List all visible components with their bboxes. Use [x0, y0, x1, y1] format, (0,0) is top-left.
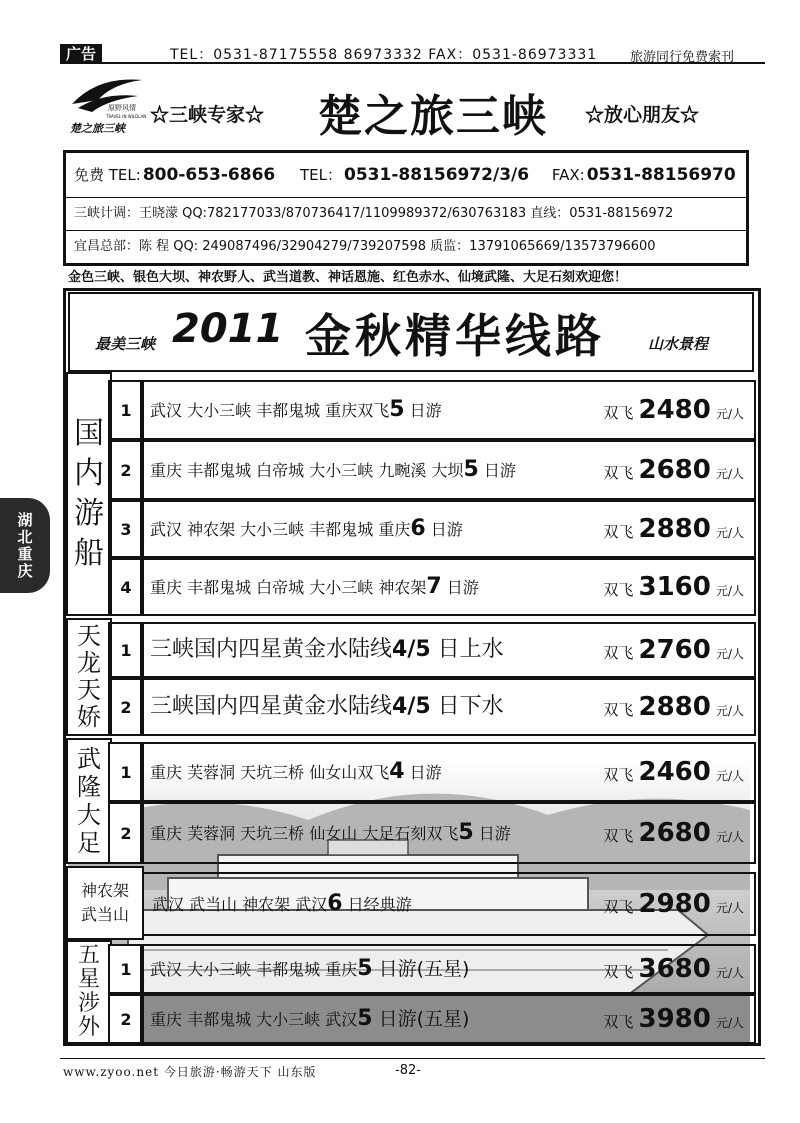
flight-type: 双飞 [603, 827, 634, 845]
flight-type: 双飞 [603, 523, 634, 541]
route-number: 1 [108, 380, 144, 440]
route-days: 5 [357, 1006, 373, 1031]
category-label: 武隆大足 [77, 745, 101, 857]
top-divider [60, 62, 765, 64]
route-suffix: 日上水 [430, 637, 504, 662]
route-suffix: 日游 [404, 763, 442, 782]
route-row [140, 380, 756, 440]
category-wulong-dazu [66, 738, 112, 864]
route-suffix: 日游 [473, 824, 511, 843]
flight-type: 双飞 [603, 581, 634, 599]
route-number: 1 [108, 944, 144, 994]
route-number: 2 [108, 802, 144, 864]
category-label: 天龙天娇 [77, 622, 101, 731]
route-suffix: 日经典游 [342, 895, 412, 914]
contact-row-yichang [66, 231, 746, 263]
ad-tag: 广告 [60, 44, 102, 64]
top-right-text: 旅游同行免费索刊 [630, 50, 735, 65]
flight-type: 双飞 [603, 404, 634, 422]
fax-number: 0531-88156970 [586, 165, 736, 185]
route-text: 重庆 芙蓉洞 天坑三桥 仙女山 大足石刻双飞 [150, 824, 459, 843]
price-unit: 元/人 [715, 467, 744, 481]
tel-number: 0531-88156972/3/6 [344, 165, 530, 185]
route-text: 武汉 大小三峡 丰都鬼城 重庆 [150, 960, 358, 979]
price-unit: 元/人 [715, 407, 744, 421]
fax-label: FAX: [551, 166, 585, 184]
flight-type: 双飞 [603, 464, 634, 482]
yichang-line: 宜昌总部：陈 程 QQ: 249087496/32904279/739207598 质监：13791065669/13573796600 [74, 239, 656, 254]
route-row [140, 500, 756, 558]
price-unit: 元/人 [715, 830, 744, 844]
route-text: 重庆 丰都鬼城 白帝城 大小三峡 神农架 [150, 578, 427, 597]
banner-prefix: 最美三峡 [95, 335, 156, 353]
route-price: 2880 [638, 514, 711, 544]
route-row [142, 872, 756, 936]
route-suffix: 日游 [478, 461, 516, 480]
route-days: 5 [463, 457, 479, 482]
route-price: 2460 [638, 757, 711, 787]
route-price: 2760 [638, 635, 711, 665]
flight-type: 双飞 [603, 701, 634, 719]
free-tel-label: 免费 TEL: [74, 166, 141, 184]
free-tel: 800-653-6866 [142, 165, 276, 185]
route-suffix: 日游 [441, 578, 479, 597]
price-unit: 元/人 [715, 769, 744, 783]
route-price: 2980 [638, 889, 711, 919]
logo-subtext: TRAVEL IN WILDLAND [106, 114, 146, 119]
route-row [140, 678, 756, 736]
route-row [140, 802, 756, 864]
price-unit: 元/人 [715, 901, 744, 915]
brand-logo [68, 74, 146, 136]
route-days: 5 [389, 397, 405, 422]
flight-type: 双飞 [603, 898, 634, 916]
category-label: 神农架武当山 [80, 881, 129, 924]
route-number: 4 [108, 558, 144, 616]
route-number: 1 [108, 622, 144, 678]
category-shennongjia-wudang [66, 866, 144, 940]
route-row [140, 742, 756, 802]
route-suffix: 日游(五星) [372, 1008, 470, 1030]
route-days: 4 [389, 759, 405, 784]
route-text: 武汉 武当山 神农架 武汉 [152, 895, 328, 914]
highlights-line: 金色三峡、银色大坝、神农野人、武当道教、神话恩施、红色赤水、仙境武隆、大足石刻欢迎您！ [68, 270, 628, 285]
route-days: 4/5 [392, 637, 431, 662]
logo-graphic-icon [68, 74, 146, 136]
price-unit: 元/人 [715, 647, 744, 661]
route-row [140, 558, 756, 616]
banner-title: 金秋精华线路 [305, 309, 605, 363]
route-text: 三峡国内四星黄金水陆线 [150, 637, 393, 662]
price-unit: 元/人 [715, 704, 744, 718]
price-unit: 元/人 [715, 966, 744, 980]
footer-site: www.zyoo.net 今日旅游·畅游天下 山东版 [63, 1065, 317, 1079]
footer-divider [60, 1058, 765, 1059]
route-suffix: 日游(五星) [372, 958, 470, 980]
price-unit: 元/人 [715, 1016, 744, 1030]
route-text: 重庆 芙蓉洞 天坑三桥 仙女山双飞 [150, 763, 390, 782]
route-price: 2680 [638, 455, 711, 485]
route-price: 2680 [638, 818, 711, 848]
route-suffix: 日游 [404, 401, 442, 420]
route-number: 2 [108, 678, 144, 736]
route-number: 3 [108, 500, 144, 558]
route-price: 2480 [638, 395, 711, 425]
logo-script: 楚之旅三峡 [70, 122, 125, 135]
price-unit: 元/人 [715, 584, 744, 598]
route-days: 5 [357, 956, 373, 981]
route-row [140, 994, 756, 1044]
route-text: 武汉 神农架 大小三峡 丰都鬼城 重庆 [150, 520, 411, 539]
top-phone-line: TEL：0531-87175558 86973332 FAX：0531-86973331 [170, 47, 598, 63]
contact-row-planner [66, 198, 746, 231]
slogan-left: ☆三峡专家☆ [150, 104, 265, 126]
route-number: 2 [108, 440, 144, 500]
route-row [140, 440, 756, 500]
category-label: 五星涉外 [77, 943, 100, 1040]
route-suffix: 日下水 [430, 694, 504, 719]
route-row [140, 944, 756, 994]
banner-year: 2011 [172, 306, 284, 352]
category-label: 国内游船 [74, 416, 104, 571]
route-days: 4/5 [392, 694, 431, 719]
category-tianlong-tianjiao [66, 618, 112, 736]
route-row [140, 622, 756, 678]
route-suffix: 日游 [425, 520, 463, 539]
route-text: 武汉 大小三峡 丰都鬼城 重庆双飞 [150, 401, 390, 420]
route-days: 5 [458, 820, 474, 845]
route-number: 2 [108, 994, 144, 1044]
flight-type: 双飞 [603, 644, 634, 662]
tel-label: TEL： [300, 166, 343, 184]
brand-name: 楚之旅三峡 [318, 91, 548, 142]
page-number: -82- [395, 1063, 421, 1078]
banner-suffix: 山水景程 [648, 335, 709, 353]
route-days: 6 [327, 891, 343, 916]
flight-type: 双飞 [603, 766, 634, 784]
logo-text: 原野风情 [108, 104, 136, 112]
category-domestic-cruise [66, 372, 112, 616]
planner-line: 三峡计调：王晓濛 QQ:782177033/870736417/1109989372/630763183 直线：0531-88156972 [74, 206, 674, 221]
route-price: 3680 [638, 954, 711, 984]
price-unit: 元/人 [715, 526, 744, 540]
route-text: 重庆 丰都鬼城 大小三峡 武汉 [150, 1010, 358, 1029]
flight-type: 双飞 [603, 963, 634, 981]
category-five-star-foreign [66, 940, 112, 1044]
route-days: 6 [410, 516, 426, 541]
route-days: 7 [426, 574, 442, 599]
route-price: 3160 [638, 572, 711, 602]
route-text: 重庆 丰都鬼城 白帝城 大小三峡 九畹溪 大坝 [150, 461, 464, 480]
flight-type: 双飞 [603, 1013, 634, 1031]
route-number: 1 [108, 742, 144, 802]
contact-row-main [66, 153, 746, 198]
route-text: 三峡国内四星黄金水陆线 [150, 694, 393, 719]
route-price: 3980 [638, 1004, 711, 1034]
contact-box [63, 150, 749, 266]
slogan-right: ☆放心朋友☆ [585, 104, 700, 126]
route-price: 2880 [638, 692, 711, 722]
side-region-tab: 湖北重庆 [0, 498, 50, 593]
